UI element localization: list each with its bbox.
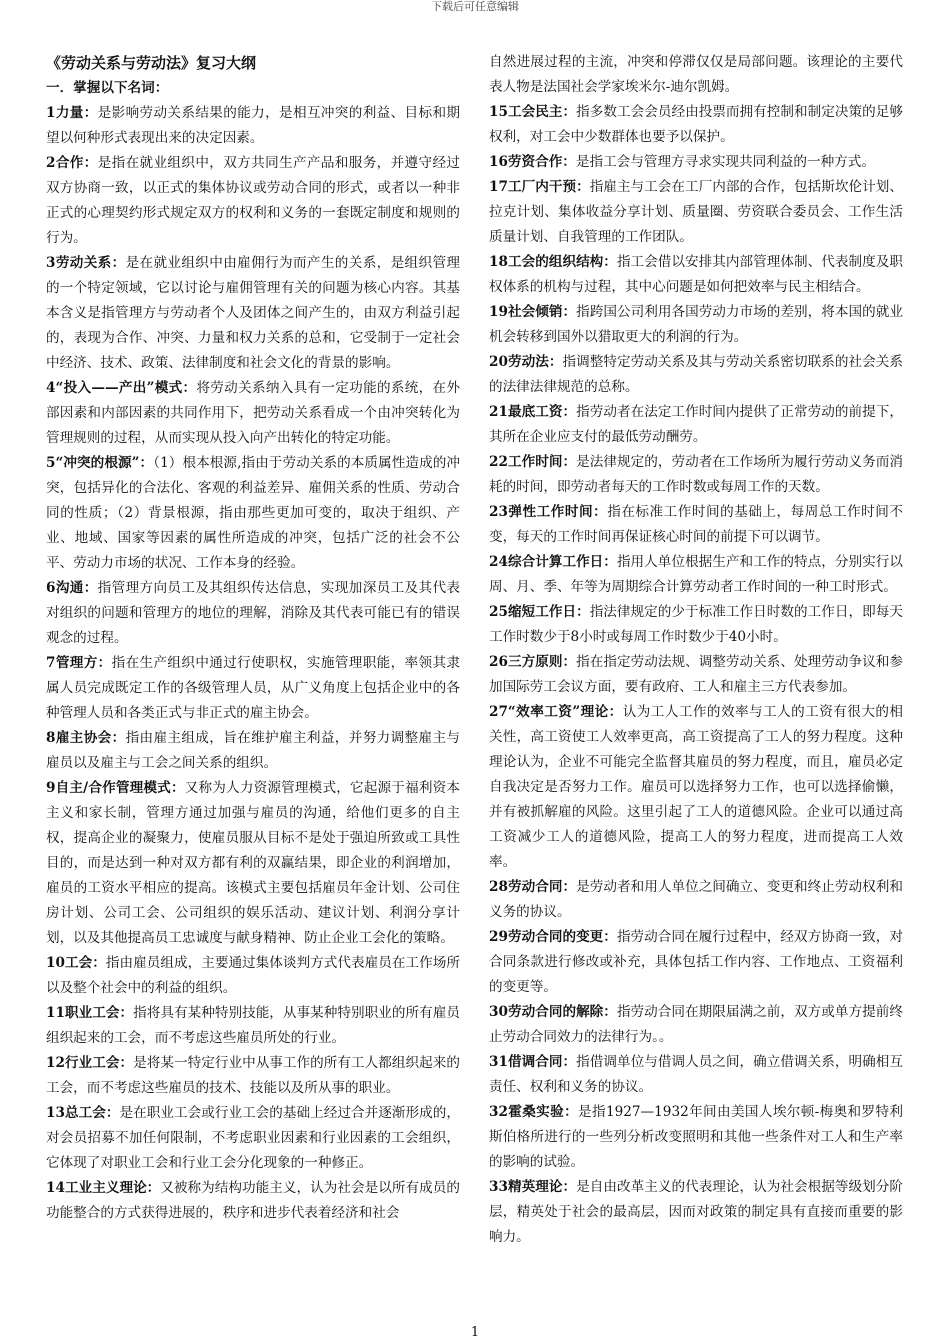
term-text: 是在职业工会或行业工会的基础上经过合并逐渐形成的，对会员招募不加任何限制，不考虑职业因素和行业因素的工会组织，它体现了对职业工会和行业工会分化现象的一种修正。 (46, 1105, 461, 1171)
term-definition (489, 550, 903, 600)
term-label: 22工作时间： (489, 454, 577, 470)
term-definition (489, 650, 903, 700)
term-definition (46, 151, 460, 251)
term-text: 是影响劳动关系结果的能力，是相互冲突的利益、目标和期望以何种形式表现出来的决定因素。 (46, 105, 460, 146)
term-text: 指法律规定的少于标准工作日时数的工作日，即每天工作时数少于8小时或每周工作时数少于40小时。 (489, 604, 903, 645)
term-label: 24综合计算工作日： (489, 554, 617, 570)
term-label: 26三方原则： (489, 654, 577, 670)
term-text: 指管理方向员工及其组织传达信息，实现加深员工及其代表对组织的问题和管理方的地位的理解，消除及其代表可能已有的错误观念的过程。 (46, 580, 460, 646)
term-text: 指多数工会会员经由投票而拥有控制和制定决策的足够权利，对工会中少数群体也要予以保护。 (489, 104, 904, 145)
term-definition (46, 376, 460, 451)
term-text: 指劳动合同在履行过程中，经双方协商一致，对合同条款进行修改或补充，具体包括工作内容、工作地点、工资福利的变更等。 (489, 929, 903, 995)
term-text: 指在生产组织中通过行使职权，实施管理职能，率领其隶属人员完成既定工作的各级管理人员，从广义角度上包括企业中的各种管理人员和各类正式与非正式的雇主协会。 (46, 655, 461, 721)
term-definition (489, 1175, 903, 1250)
term-label: 29劳动合同的变更： (489, 929, 617, 945)
term-text: 指在标准工作时间的基础上，每周总工作时间不变，每天的工作时间再保证核心时间的前提下可以调节。 (489, 504, 903, 545)
term-definition (489, 100, 903, 150)
term-definition (489, 50, 903, 100)
term-definition (46, 1176, 460, 1226)
right-term-list (489, 50, 903, 1250)
term-text: 是劳动者和用人单位之间确立、变更和终止劳动权利和义务的协议。 (489, 879, 904, 920)
term-text: 指由雇员组成，主要通过集体谈判方式代表雇员在工作场所以及整个社会中的利益的组织。 (46, 955, 461, 996)
left-column (46, 50, 460, 1226)
term-text: 指由雇主组成，旨在维护雇主利益，并努力调整雇主与雇员以及雇主与工会之间关系的组织。 (46, 730, 460, 771)
term-definition (46, 651, 460, 726)
document-title: 《劳动关系与劳动法》复习大纲 (46, 54, 257, 72)
term-label: 10工会： (46, 955, 106, 971)
term-text: 将劳动关系纳入具有一定功能的系统，在外部因素和内部因素的共同作用下，把劳动关系看成一个由冲突转化为管理规则的过程，从而实现从投入向产出转化的特定功能。 (46, 380, 460, 446)
term-text: 是将某一特定行业中从事工作的所有工人都组织起来的工会，而不考虑这些雇员的技术、技能以及所从事的职业。 (46, 1055, 461, 1096)
term-text: 是法律规定的，劳动者在工作场所为履行劳动义务而消耗的时间，即劳动者每天的工作时数或每周工作的天数。 (489, 454, 904, 495)
term-definition (46, 1051, 460, 1101)
term-label: 14工业主义理论： (46, 1180, 161, 1196)
term-definition (46, 251, 460, 376)
term-label: 12行业工会： (46, 1055, 134, 1071)
page-number: 1 (470, 1325, 480, 1340)
term-text: 是指1927—1932年间由美国人埃尔顿-梅奥和罗特利斯伯格所进行的一些列分析改变照明和其他一些条件对工人和生产率的影响的试验。 (489, 1104, 903, 1170)
term-text: 指跨国公司利用各国劳动力市场的差别，将本国的就业机会转移到国外以猎取更大的利润的行为。 (489, 304, 904, 345)
term-definition (46, 101, 460, 151)
term-label: 25缩短工作日： (489, 604, 590, 620)
term-text: 自然进展过程的主流，冲突和停滞仅仅是局部问题。该理论的主要代表人物是法国社会学家埃米尔-迪尔凯姆。 (489, 54, 903, 95)
term-label: 19社会倾销： (489, 304, 577, 320)
term-definition (489, 175, 903, 250)
term-definition (489, 1050, 903, 1100)
term-text: 指用人单位根据生产和工作的特点，分别实行以周、月、季、年等为周期综合计算劳动者工作时间的一种工时形式。 (489, 554, 903, 595)
term-text: 认为工人工作的效率与工人的工资有很大的相关性，高工资使工人效率更高，高工资提高了工人的努力程度。这种理论认为，企业不可能完全监督其雇员的努力程度，而且，雇员必定自我决定是否努力工作。雇员可以选择努力工作，也可以选择偷懒，并有被抓解雇的风险。这里引起了工人的道德风险。企业可以通过高工资减少工人的道德风险，提高工人的努力程度，进而提高工人效率。 (489, 704, 903, 870)
term-text: 是在就业组织中由雇佣行为而产生的关系，是组织管理的一个特定领域，它以讨论与雇佣管理有关的问题为核心内容。其基本含义是指管理方与劳动者个人及团体之间产生的，由双方利益引起的，表现为合作、冲突、力量和权力关系的总和，它受制于一定社会中经济、技术、政策、法律制度和社会文化的背景的影响。 (46, 255, 460, 371)
term-label: 17工厂内干预： (489, 179, 590, 195)
term-definition (46, 1101, 460, 1176)
term-label: 7管理方： (46, 655, 112, 671)
term-label: 3劳动关系： (46, 255, 126, 271)
term-definition (46, 1001, 460, 1051)
section-heading: 一．掌握以下名词： (46, 80, 169, 96)
term-label: 9自主/合作管理模式： (46, 780, 185, 796)
term-text: 是自由改革主义的代表理论，认为社会根据等级划分阶层，精英处于社会的最高层，因而对政策的制定具有直接而重要的影响力。 (489, 1179, 904, 1245)
term-definition (489, 1000, 903, 1050)
term-label: 21最底工资： (489, 404, 577, 420)
term-label: 8雇主协会： (46, 730, 126, 746)
term-definition (489, 1100, 903, 1175)
term-definition (489, 250, 903, 300)
term-label: 15工会民主： (489, 104, 577, 120)
term-text: 指雇主与工会在工厂内部的合作，包括斯坎伦计划、拉克计划、集体收益分享计划、质量圈、劳资联合委员会、工作生活质量计划、自我管理的工作团队。 (489, 179, 903, 245)
term-text: 指劳动者在法定工作时间内提供了正常劳动的前提下，其所在企业应支付的最低劳动酬劳。 (489, 404, 904, 445)
term-definition (489, 150, 903, 175)
term-label: 6沟通： (46, 580, 98, 596)
term-definition (489, 450, 903, 500)
term-text: 指劳动合同在期限届满之前，双方或单方提前终止劳动合同效力的法律行为。。 (489, 1004, 903, 1045)
term-definition (489, 700, 903, 875)
term-text: 指工会借以安排其内部管理体制、代表制度及职权体系的机构与过程，其中心问题是如何把效率与民主相结合。 (489, 254, 903, 295)
term-definition (46, 776, 460, 951)
term-label: 5“冲突的根源”： (46, 455, 154, 471)
term-text: （1）根本根源,指由于劳动关系的本质属性造成的冲突，包括异化的合法化、客观的利益差异、雇佣关系的性质、劳动合同的性质；（2）背景根源，指由那些更加可变的，取决于组织、产业、地域、国家等因素的属性所造成的冲突，包括广泛的社会不公平、劳动力市场的状况、工作本身的经验。 (46, 455, 460, 571)
term-text: 又被称为结构功能主义，认为社会是以所有成员的功能整合的方式获得进展的，秩序和进步代表着经济和社会 (46, 1180, 460, 1221)
term-text: 是指工会与管理方寻求实现共同利益的一种方式。 (575, 154, 875, 170)
term-label: 32霍桑实验： (489, 1104, 579, 1120)
term-text: 指在指定劳动法规、调整劳动关系、处理劳动争议和参加国际劳工会议方面，要有政府、工人和雇主三方代表参加。 (489, 654, 904, 695)
term-label: 11职业工会： (46, 1005, 134, 1021)
term-text: 又称为人力资源管理模式，它起源于福利资本主义和家长制，管理方通过加强与雇员的沟通，给他们更多的自主权，提高企业的凝聚力，使雇员服从目标不是处于强迫所致或工具性目的，而是达到一种对双方都有利的双赢结果，即企业的利润增加，雇员的工资水平相应的提高。该模式主要包括雇员年金计划、公司住房计划、公司工会、公司组织的娱乐活动、建议计划、利润分享计划，以及其他提高员工忠诚度与献身精神、防止企业工会化的策略。 (46, 780, 460, 946)
right-column (489, 50, 903, 1250)
term-definition (46, 726, 460, 776)
left-term-list (46, 101, 460, 1226)
term-definition (46, 576, 460, 651)
term-text: 指借调单位与借调人员之间，确立借调关系，明确相互责任、权利和义务的协议。 (489, 1054, 904, 1095)
term-label: 16劳资合作： (489, 154, 576, 170)
term-text: 是指在就业组织中，双方共同生产产品和服务，并遵守经过双方协商一致，以正式的集体协议或劳动合同的形式，或者以一种非正式的心理契约形式规定双方的权利和义务的一套既定制度和规则的行为。 (46, 155, 460, 246)
term-definition (489, 350, 903, 400)
term-text: 指调整特定劳动关系及其与劳动关系密切联系的社会关系的法律法律规范的总称。 (489, 354, 904, 395)
term-label: 27“效率工资”理论： (489, 704, 623, 720)
term-label: 31借调合同： (489, 1054, 577, 1070)
term-definition (489, 600, 903, 650)
term-definition (489, 300, 903, 350)
term-label: 28劳动合同： (489, 879, 577, 895)
term-definition (46, 951, 460, 1001)
term-label: 2合作： (46, 155, 98, 171)
term-label: 30劳动合同的解除： (489, 1004, 617, 1020)
term-label: 13总工会： (46, 1105, 120, 1121)
term-text: 指将具有某种特别技能，从事某种特别职业的所有雇员组织起来的工会，而不考虑这些雇员所处的行业。 (46, 1005, 461, 1046)
term-label: 33精英理论： (489, 1179, 577, 1195)
term-label: 23弹性工作时间： (489, 504, 608, 520)
term-label: 18工会的组织结构： (489, 254, 617, 270)
term-label: 4“投入——产出”模式： (46, 380, 197, 396)
term-label: 1力量： (46, 105, 98, 121)
term-definition (489, 875, 903, 925)
term-definition (489, 400, 903, 450)
term-definition (46, 451, 460, 576)
term-label: 20劳动法： (489, 354, 563, 370)
page-header: 下载后可任意编辑 (431, 0, 519, 13)
term-definition (489, 500, 903, 550)
term-definition (489, 925, 903, 1000)
